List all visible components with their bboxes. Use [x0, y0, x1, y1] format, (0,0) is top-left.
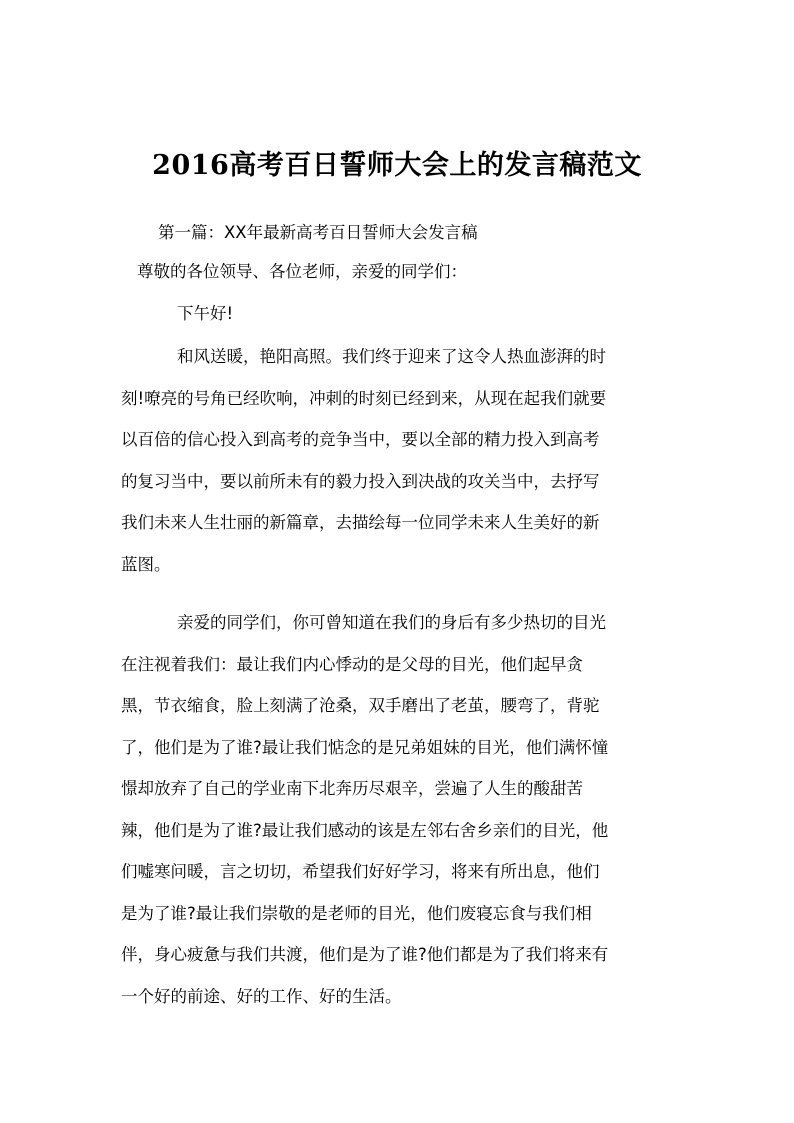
- paragraph-line: 亲爱的同学们，你可曾知道在我们的身后有多少热切的目光: [177, 613, 606, 632]
- paragraph-2: [121, 602, 681, 1017]
- paragraph-line: 蓝图。: [121, 554, 171, 574]
- paragraph-line: 黑，节衣缩食，脸上刻满了沧桑，双手磨出了老茧，腰弯了，背驼: [121, 696, 600, 715]
- paragraph-line: 憬却放弃了自己的学业南下北奔历尽艰辛，尝遍了人生的酸甜苦: [121, 779, 583, 798]
- paragraph-line: 辣，他们是为了谁?最让我们感动的该是左邻右舍乡亲们的目光，他: [121, 820, 609, 840]
- greeting: 下午好!: [177, 304, 234, 323]
- document-title: 2016高考百日誓师大会上的发言稿范文: [152, 150, 642, 181]
- paragraph-line: 一个好的前途、好的工作、好的生活。: [121, 986, 402, 1006]
- paragraph-line: 刻!嘹亮的号角已经吹响，冲刺的时刻已经到来，从现在起我们就要: [121, 388, 607, 408]
- paragraph-line: 是为了谁?最让我们崇敬的是老师的目光，他们废寝忘食与我们相: [121, 903, 592, 923]
- paragraph-line: 的复习当中，要以前所未有的毅力投入到决战的攻关当中，去抒写: [121, 471, 600, 491]
- salutation: 尊敬的各位领导、各位老师，亲爱的同学们：: [137, 262, 467, 281]
- section-heading: 第一篇：XX年最新高考百日誓师大会发言稿: [158, 223, 478, 242]
- paragraph-line: 了，他们是为了谁?最让我们惦念的是兄弟姐妹的目光，他们满怀憧: [121, 737, 609, 757]
- paragraph-line: 们嘘寒问暖，言之切切，希望我们好好学习，将来有所出息，他们: [121, 862, 600, 881]
- paragraph-line: 以百倍的信心投入到高考的竞争当中，要以全部的精力投入到高考: [121, 430, 600, 449]
- paragraph-line: 我们未来人生壮丽的新篇章，去描绘每一位同学未来人生美好的新: [121, 513, 600, 532]
- paragraph-line: 伴，身心疲惫与我们共渡，他们是为了谁?他们都是为了我们将来有: [121, 945, 609, 964]
- paragraph-line: 在注视着我们：最让我们内心悸动的是父母的目光，他们起早贪: [121, 654, 583, 674]
- paragraph-line: 和风送暖，艳阳高照。我们终于迎来了这令人热血澎湃的时: [177, 347, 606, 366]
- paragraph-1: [121, 336, 681, 585]
